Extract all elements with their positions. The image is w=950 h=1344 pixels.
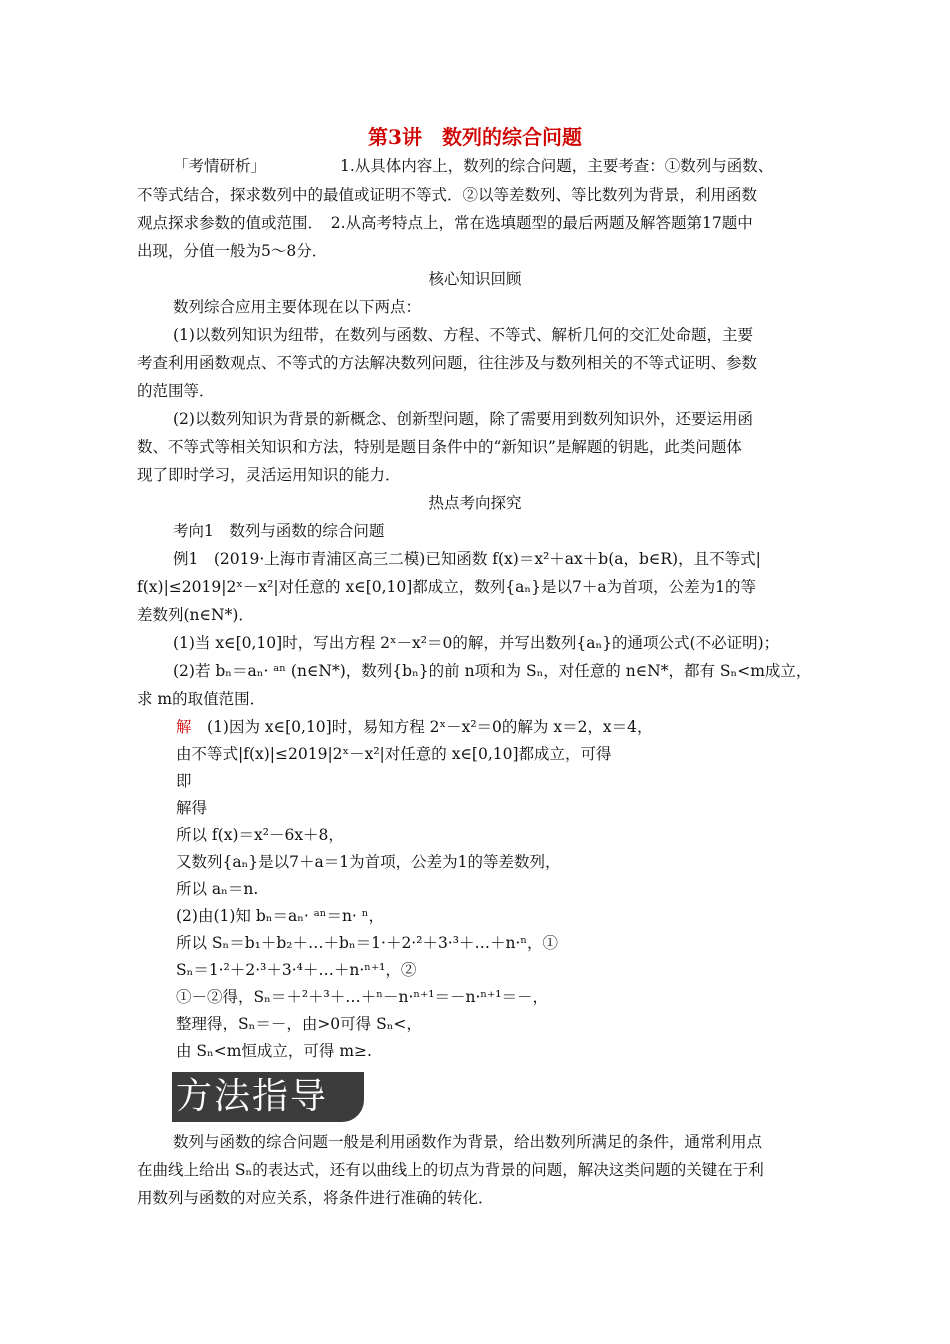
intro-line-4: 出现，分值一般为5～8分． bbox=[137, 242, 328, 260]
intro-line-2: 不等式结合，探求数列中的最值或证明不等式．②以等差数列、等比数列为背景，利用函数 bbox=[137, 186, 758, 204]
solution-line-2: 由不等式|f(x)|≤2019|2ˣ－x²|对任意的 x∈[0,10]都成立，可得 bbox=[176, 745, 612, 763]
solution-line-5: 所以 f(x)＝x²－6x＋8， bbox=[176, 826, 344, 844]
page-title: 第3讲 数列的综合问题 bbox=[368, 125, 582, 149]
direction-heading: 考向1 数列与函数的综合问题 bbox=[173, 522, 385, 540]
example-line-2: f(x)|≤2019|2ˣ－x²|对任意的 x∈[0,10]都成立，数列{aₙ}是以7＋a为首项，公差为1的等 bbox=[137, 578, 756, 596]
example-line-1: 例1 (2019·上海市青浦区高三二模)已知函数 f(x)＝x²＋ax＋b(a，b∈R)，且不等式| bbox=[173, 550, 761, 568]
solution-line-4: 解得 bbox=[176, 799, 208, 817]
intro-line-3: 观点探求参数的值或范围． 2.从高考特点上，常在选填题型的最后两题及解答题第17题中 bbox=[137, 214, 753, 232]
solution-marker: 解 bbox=[176, 718, 192, 736]
core-p1-line-3: 的范围等． bbox=[137, 382, 215, 400]
intro-line-1: 1.从具体内容上，数列的综合问题，主要考查：①数列与函数、 bbox=[340, 157, 774, 175]
solution-line-9: 所以 Sₙ＝b₁＋b₂＋…＋bₙ＝1·＋2·²＋3·³＋…＋n·ⁿ，① bbox=[176, 934, 559, 952]
core-p1-line-2: 考查利用函数观点、不等式的方法解决数列问题，往往涉及与数列相关的不等式证明、参数 bbox=[137, 354, 758, 372]
solution-line-13: 由 Sₙ<m恒成立，可得 m≥. bbox=[176, 1042, 372, 1060]
question-2-line-2: 求 m的取值范围． bbox=[137, 690, 266, 708]
solution-line-12: 整理得，Sₙ＝－，由>0可得 Sₙ<， bbox=[176, 1015, 422, 1033]
core-p2-line-3: 现了即时学习，灵活运用知识的能力． bbox=[137, 466, 401, 484]
method-banner-label: 方法指导 bbox=[176, 1076, 329, 1117]
core-heading: 核心知识回顾 bbox=[428, 270, 522, 288]
solution-line-7: 所以 aₙ＝n. bbox=[176, 880, 259, 898]
solution-line-1 bbox=[176, 716, 856, 738]
solution-line-11: ①－②得，Sₙ＝＋²＋³＋…＋ⁿ－n·ⁿ⁺¹＝－n·ⁿ⁺¹＝－， bbox=[176, 988, 548, 1006]
example-line-3: 差数列(n∈N*)． bbox=[137, 606, 254, 624]
solution-line-6: 又数列{aₙ}是以7＋a＝1为首项，公差为1的等差数列， bbox=[176, 853, 561, 871]
core-paragraph-0: 数列综合应用主要体现在以下两点： bbox=[173, 298, 422, 316]
core-p2-line-1: (2)以数列知识为背景的新概念、创新型问题，除了需要用到数列知识外，还要运用函 bbox=[173, 410, 753, 428]
solution-line-1-text: (1)因为 x∈[0,10]时，易知方程 2ˣ－x²＝0的解为 x＝2，x＝4， bbox=[191, 718, 653, 736]
intro-label: 「考情研析」 bbox=[173, 157, 267, 175]
hot-heading: 热点考向探究 bbox=[428, 494, 522, 512]
core-p2-line-2: 数、不等式等相关知识和方法，特别是题目条件中的“新知识”是解题的钥匙，此类问题体 bbox=[137, 438, 742, 456]
solution-line-10: Sₙ＝1·²＋2·³＋3·⁴＋…＋n·ⁿ⁺¹，② bbox=[176, 961, 417, 979]
method-line-3: 用数列与函数的对应关系，将条件进行准确的转化． bbox=[137, 1189, 494, 1207]
question-1: (1)当 x∈[0,10]时，写出方程 2ˣ－x²＝0的解，并写出数列{aₙ}的通项公式(不必证明)； bbox=[173, 634, 780, 652]
core-p1-line-1: (1)以数列知识为纽带，在数列与函数、方程、不等式、解析几何的交汇处命题，主要 bbox=[173, 326, 753, 344]
method-line-1: 数列与函数的综合问题一般是利用函数作为背景，给出数列所满足的条件，通常利用点 bbox=[173, 1133, 763, 1151]
solution-line-3: 即 bbox=[176, 772, 192, 790]
question-2-line-1: (2)若 bₙ＝aₙ· ᵃⁿ (n∈N*)，数列{bₙ}的前 n项和为 Sₙ，对任意的 n∈N*，都有 Sₙ<m成立， bbox=[173, 662, 812, 680]
method-line-2: 在曲线上给出 Sₙ的表达式，还有以曲线上的切点为背景的问题，解决这类问题的关键在于利 bbox=[137, 1161, 764, 1179]
solution-line-8: (2)由(1)知 bₙ＝aₙ· ᵃⁿ＝n· ⁿ， bbox=[176, 907, 384, 925]
